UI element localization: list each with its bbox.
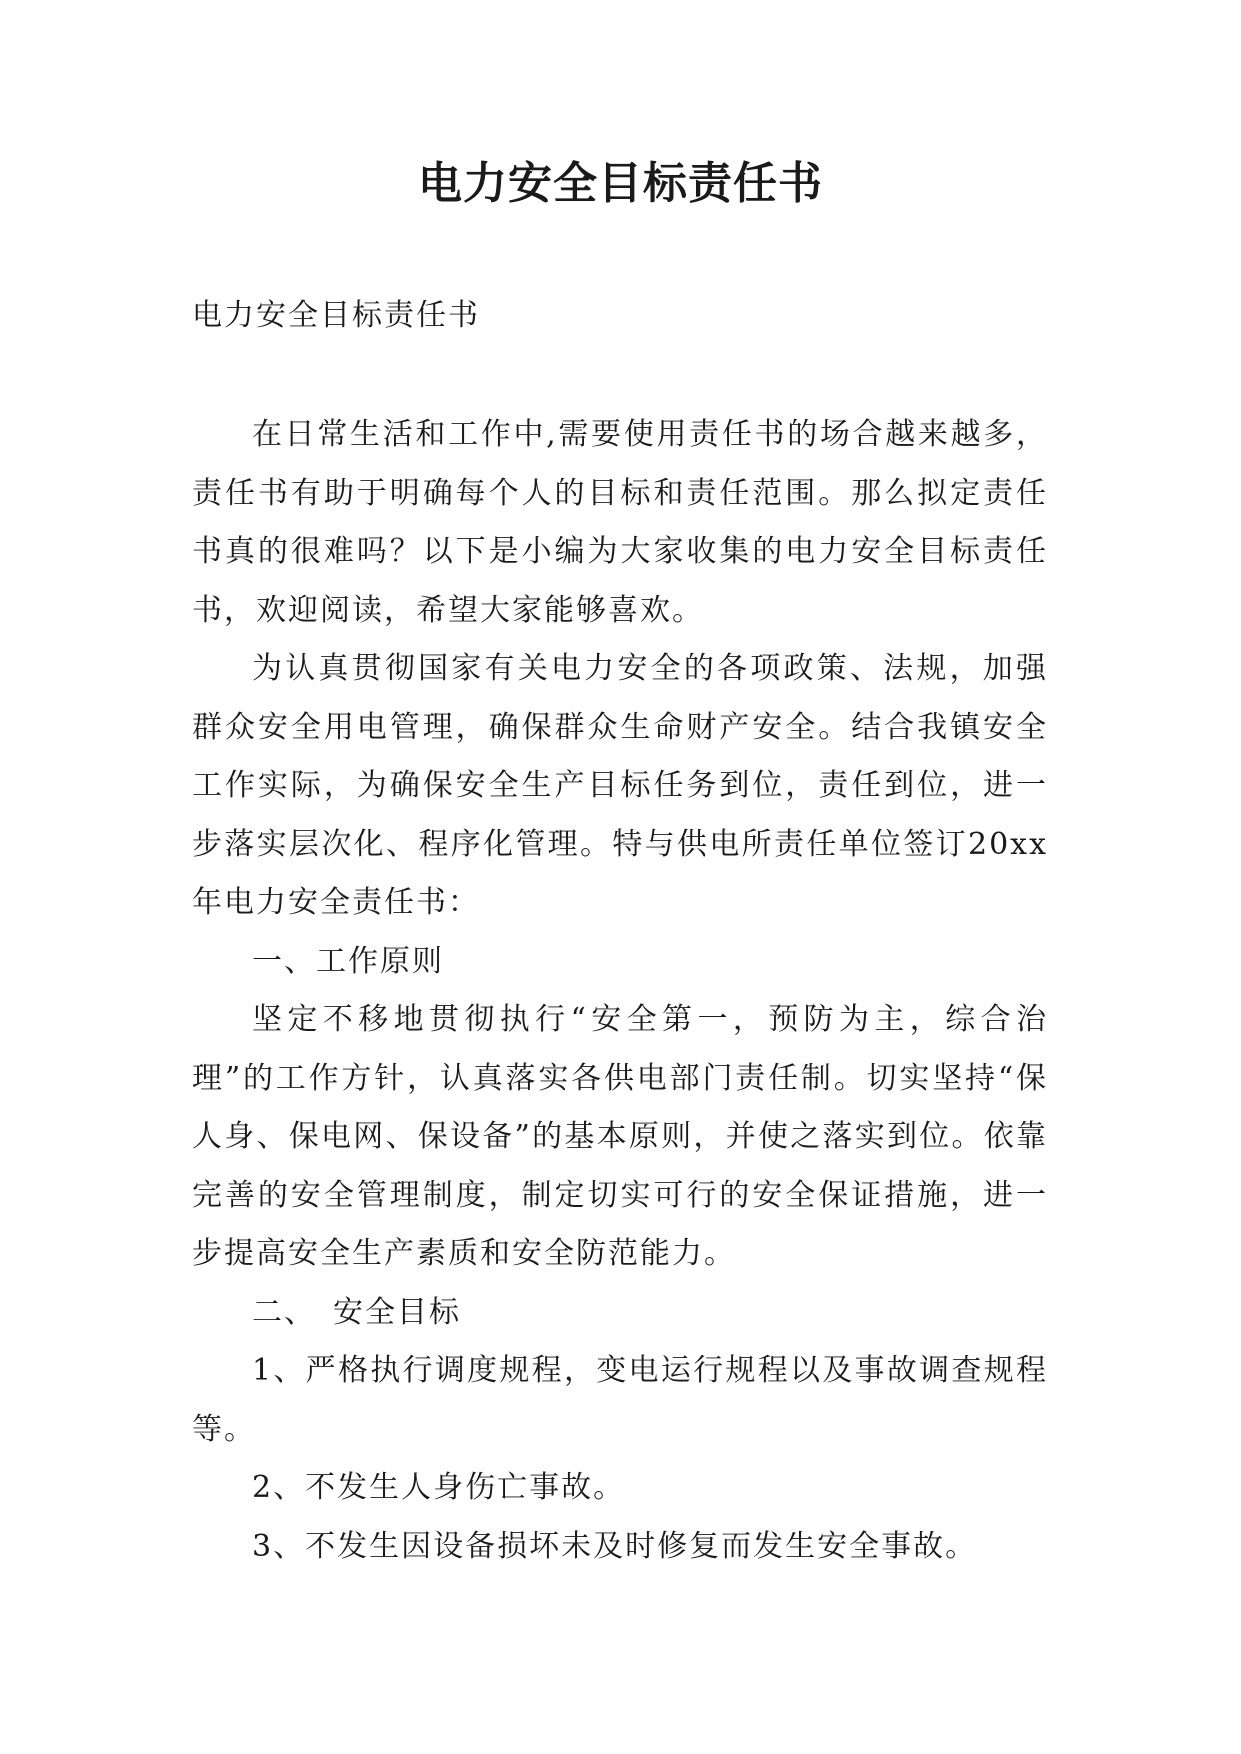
section-heading-goals: 二、 安全目标 [252, 1294, 461, 1330]
purpose-paragraph: 为认真贯彻国家有关电力安全的各项政策、法规，加强群众安全用电管理，确保群众生命财产安全。结合我镇安全工作实际，为确保安全生产目标任务到位，责任到位，进一步落实层次化、程序化管理。特与供电所责任单位签订20xx年电力安全责任书： [192, 651, 1048, 920]
principles-paragraph: 坚定不移地贯彻执行“安全第一，预防为主，综合治理”的工作方针，认真落实各供电部门责任制。切实坚持“保人身、保电网、保设备”的基本原则，并使之落实到位。依靠完善的安全管理制度，制定切实可行的安全保证措施，进一步提高安全生产素质和安全防范能力。 [192, 1002, 1048, 1271]
document-body [192, 406, 1048, 1576]
goal-item-3: 3、不发生因设备损坏未及时修复而发生安全事故。 [252, 1528, 978, 1564]
section-heading-principles: 一、工作原则 [252, 943, 444, 979]
goal-item-2: 2、不发生人身伤亡事故。 [252, 1470, 626, 1505]
intro-paragraph: 在日常生活和工作中,需要使用责任书的场合越来越多，责任书有助于明确每个人的目标和责任范围。那么拟定责任书真的很难吗？以下是小编为大家收集的电力安全目标责任书，欢迎阅读，希望大家能够喜欢。 [192, 417, 1048, 628]
document-subtitle: 电力安全目标责任书 [192, 298, 480, 333]
goal-item-1: 1、严格执行调度规程，变电运行规程以及事故调查规程等。 [192, 1353, 1048, 1447]
document-title: 电力安全目标责任书 [418, 158, 823, 209]
